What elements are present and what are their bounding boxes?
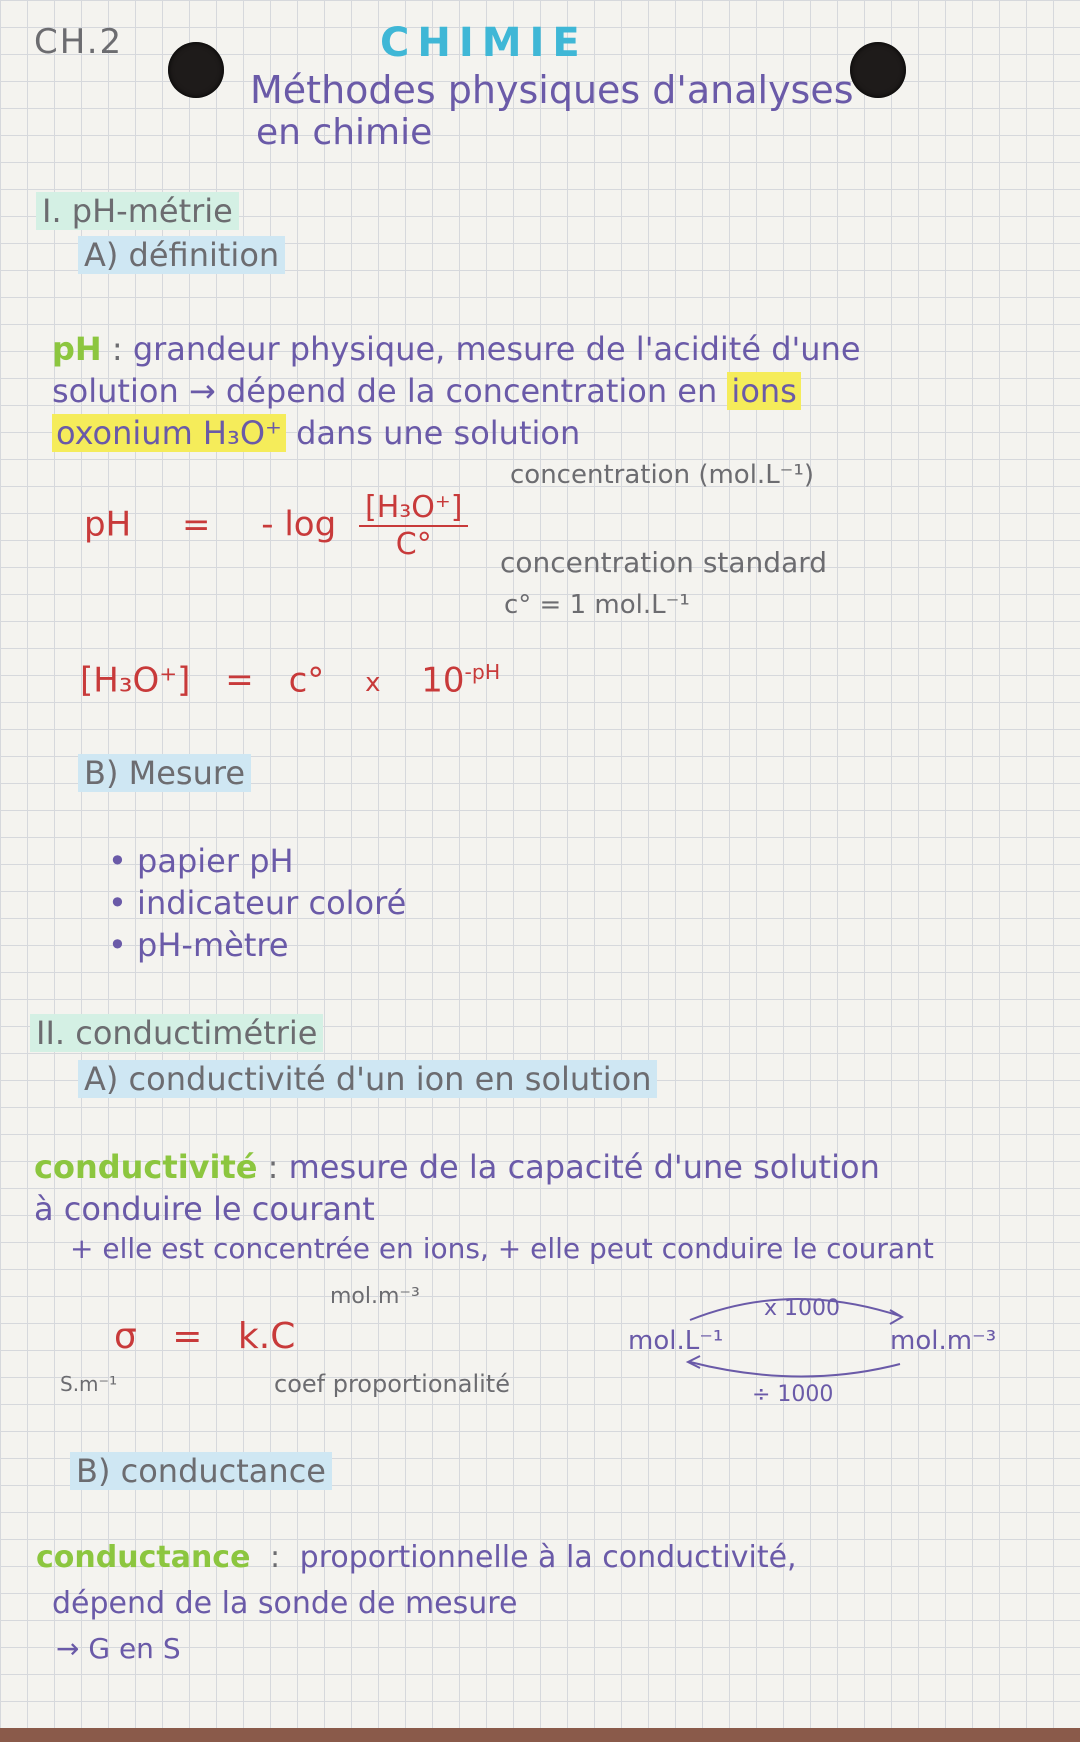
ph-definition-line1 bbox=[52, 330, 861, 368]
ph-definition-line2 bbox=[52, 372, 801, 410]
binder-hole-right bbox=[850, 42, 906, 98]
ph-formula-minus-log: - log bbox=[261, 504, 337, 545]
ph-definition-text1: grandeur physique, mesure de l'acidité d'une bbox=[132, 330, 861, 368]
section-heading-text: I. pH-métrie bbox=[36, 192, 239, 230]
annotation-coef: coef proportionalité bbox=[274, 1370, 510, 1398]
ph-formula-eq: = bbox=[181, 504, 211, 545]
mesure-bullet-list bbox=[108, 840, 406, 966]
conductance-separator: : bbox=[270, 1540, 281, 1575]
conductance-text1: proportionnelle à la conductivité, bbox=[299, 1540, 797, 1575]
conversion-left-unit: mol.L⁻¹ bbox=[628, 1326, 724, 1356]
sigma-rhs: k.C bbox=[237, 1316, 296, 1357]
ph-definition-oxonium: oxonium H₃O⁺ bbox=[52, 414, 286, 452]
ph-definition-text2: solution → dépend de la concentration en bbox=[52, 372, 718, 410]
sigma-formula bbox=[114, 1316, 295, 1357]
ph-formula-fraction bbox=[359, 490, 468, 562]
conductance-definition-line3: → G en S bbox=[56, 1632, 181, 1665]
page-subtitle-line2: en chimie bbox=[256, 112, 433, 153]
ph-definition-text3: dans une solution bbox=[296, 414, 581, 452]
section-heading-conductimetrie-text: II. conductimétrie bbox=[30, 1014, 323, 1052]
conductivite-text1: mesure de la capacité d'une solution bbox=[288, 1148, 880, 1186]
h3o-formula-lhs: [H₃O⁺] bbox=[80, 660, 191, 701]
h3o-formula-x: x bbox=[365, 668, 381, 699]
subsection-heading-conductance bbox=[70, 1452, 332, 1490]
binder-hole-left bbox=[168, 42, 224, 98]
bullet-text: papier pH bbox=[137, 842, 294, 880]
conductance-definition-line2: dépend de la sonde de mesure bbox=[52, 1586, 518, 1621]
conversion-bottom-label: ÷ 1000 bbox=[752, 1382, 834, 1407]
subsection-heading-text: A) définition bbox=[78, 236, 285, 274]
section-heading-ph-metrie bbox=[36, 192, 239, 230]
subsection-heading-conductivite bbox=[78, 1060, 657, 1098]
conductivite-term: conductivité bbox=[34, 1148, 258, 1186]
ph-definition-separator: : bbox=[111, 330, 123, 368]
h3o-formula bbox=[80, 660, 500, 700]
list-item: • pH-mètre bbox=[108, 926, 289, 964]
subsection-heading-mesure-text: B) Mesure bbox=[78, 754, 251, 792]
ph-definition-line3 bbox=[52, 414, 580, 452]
annotation-s-per-m: S.m⁻¹ bbox=[60, 1372, 118, 1396]
sigma-symbol: σ bbox=[114, 1316, 137, 1357]
h3o-formula-eq: = bbox=[225, 660, 254, 701]
annotation-concentration: concentration (mol.L⁻¹) bbox=[510, 460, 814, 490]
annotation-standard-concentration: concentration standard bbox=[500, 546, 828, 579]
ph-term: pH bbox=[52, 330, 102, 368]
h3o-formula-exp: -pH bbox=[464, 660, 501, 684]
conductivite-separator: : bbox=[267, 1148, 279, 1186]
conductance-term: conductance bbox=[36, 1540, 251, 1575]
ph-formula-denominator: C° bbox=[395, 527, 432, 562]
h3o-formula-c: c° bbox=[288, 660, 325, 701]
notebook-bottom-edge bbox=[0, 1728, 1080, 1742]
chapter-label: CH.2 bbox=[34, 22, 124, 62]
sigma-eq: = bbox=[172, 1316, 203, 1357]
subsection-heading-mesure bbox=[78, 754, 251, 792]
bullet-text: pH-mètre bbox=[137, 926, 289, 964]
ph-formula-numerator: [H₃O⁺] bbox=[359, 490, 468, 527]
ph-definition-ions: ions bbox=[727, 372, 800, 410]
conductivite-definition-line1 bbox=[34, 1148, 880, 1186]
ph-formula bbox=[84, 490, 468, 562]
bullet-text: indicateur coloré bbox=[137, 884, 407, 922]
list-item: • papier pH bbox=[108, 842, 294, 880]
subsection-heading-conductivite-text: A) conductivité d'un ion en solution bbox=[78, 1060, 657, 1098]
conductance-definition-line1 bbox=[36, 1540, 797, 1575]
conversion-top-label: x 1000 bbox=[764, 1296, 841, 1321]
conductivite-definition-line2: à conduire le courant bbox=[34, 1190, 375, 1228]
section-heading-conductimetrie bbox=[30, 1014, 323, 1052]
conversion-right-unit: mol.m⁻³ bbox=[890, 1326, 997, 1356]
ph-formula-lhs: pH bbox=[84, 504, 132, 545]
annotation-standard-value: c° = 1 mol.L⁻¹ bbox=[504, 590, 690, 620]
subsection-heading-conductance-text: B) conductance bbox=[70, 1452, 332, 1490]
page-subtitle-line1: Méthodes physiques d'analyses bbox=[250, 68, 854, 112]
annotation-mol-m3: mol.m⁻³ bbox=[330, 1284, 420, 1309]
conductivite-definition-line3: + elle est concentrée en ions, + elle peut conduire le courant bbox=[70, 1232, 934, 1265]
subsection-heading-definition bbox=[78, 236, 285, 274]
list-item: • indicateur coloré bbox=[108, 884, 407, 922]
h3o-formula-pow: 10 bbox=[421, 660, 465, 701]
page-title: CHIMIE bbox=[380, 20, 588, 66]
